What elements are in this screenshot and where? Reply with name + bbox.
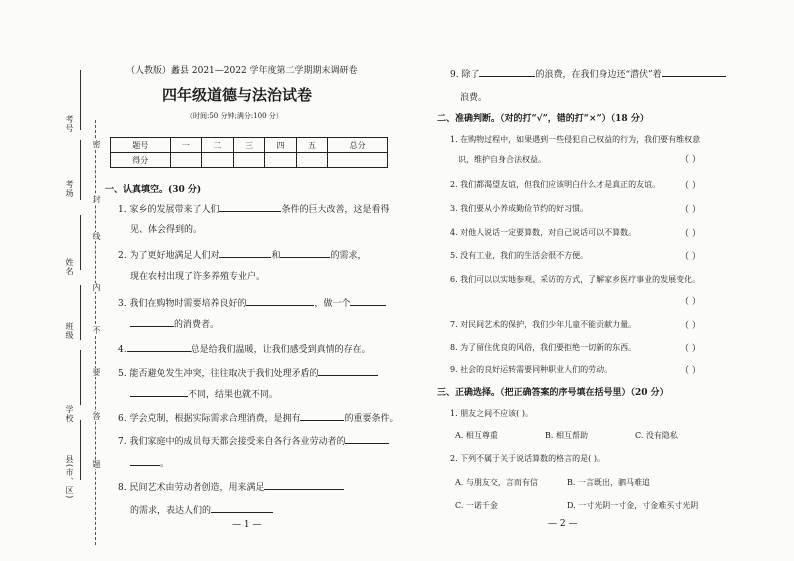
score-input-cell[interactable] bbox=[202, 153, 234, 168]
score-input-cell[interactable] bbox=[296, 153, 328, 168]
question-3: 3. 我们在购物时需要培养良好的 ，做一个 bbox=[118, 296, 386, 309]
question-9: 9. 除了 的浪费，在我们身边还“潜伏”着 bbox=[450, 67, 726, 80]
question-1: 1. 家乡的发展带来了人们 条件的巨大改善，这是看得 bbox=[118, 202, 389, 215]
question-3-cont: 的消费者。 bbox=[130, 317, 219, 330]
answer-blank[interactable] bbox=[130, 317, 174, 327]
judge-4: 4. 对他人说话一定要算数，对自己说话可以不算数。 bbox=[450, 228, 637, 237]
judge-1-cont: 识，维护自身合法权益。 bbox=[458, 155, 546, 164]
answer-blank[interactable] bbox=[662, 67, 726, 77]
answer-paren[interactable]: （ ） bbox=[680, 252, 701, 262]
answer-paren[interactable]: （ ） bbox=[680, 366, 701, 376]
section-1-title: 一、认真填空。(30 分) bbox=[105, 185, 202, 195]
answer-blank[interactable] bbox=[264, 480, 344, 490]
answer-blank[interactable] bbox=[300, 411, 344, 421]
seal-word: 密 bbox=[92, 140, 101, 149]
seal-word: 封 bbox=[92, 195, 101, 204]
field-line bbox=[80, 420, 81, 480]
choice-2: 2. 下列不属于关于说话算数的格言的是( )。 bbox=[450, 454, 605, 463]
choice-1-option-a[interactable]: A. 相互尊重 bbox=[455, 431, 498, 440]
judge-8: 8. 为了留住优良的风俗，我们要拒绝一切新的东西。 bbox=[450, 343, 637, 352]
answer-paren[interactable]: （ ） bbox=[680, 297, 701, 307]
answer-paren[interactable]: （ ） bbox=[680, 321, 701, 331]
choice-2-option-b[interactable]: B. 一言既出，驷马难追 bbox=[567, 478, 650, 487]
score-cell: 总分 bbox=[328, 138, 388, 153]
answer-blank[interactable] bbox=[280, 248, 330, 258]
page-number-2: — 2 — bbox=[548, 519, 578, 529]
answer-blank[interactable] bbox=[219, 202, 281, 212]
answer-paren[interactable]: （ ） bbox=[680, 344, 701, 354]
answer-blank[interactable] bbox=[130, 387, 188, 397]
field-label-class: 班级 bbox=[65, 322, 74, 340]
section-2-title: 二、准确判断。（对的打“√”，错的打“×”）（18 分） bbox=[437, 114, 649, 124]
answer-paren[interactable]: （ ） bbox=[680, 229, 701, 239]
field-label-county: 县(市、区) bbox=[65, 455, 74, 500]
score-table bbox=[110, 137, 388, 168]
score-cell: 三 bbox=[233, 138, 265, 153]
answer-paren[interactable]: （ ） bbox=[680, 181, 701, 191]
choice-1: 1. 朋友之间不应该( )。 bbox=[450, 409, 533, 418]
answer-paren[interactable]: （ ） bbox=[680, 205, 701, 215]
answer-blank[interactable] bbox=[246, 296, 314, 306]
answer-blank[interactable] bbox=[350, 296, 386, 306]
question-2: 2. 为了更好地满足人们对 和 的需求， bbox=[118, 248, 366, 261]
answer-blank[interactable] bbox=[211, 503, 273, 513]
judge-2: 2. 我们都渴望友谊，但我们应该明白什么才是真正的友谊。 bbox=[450, 180, 661, 189]
score-cell: 四 bbox=[265, 138, 297, 153]
question-4: 4. 总是给我们温暖，让我们感受到真情的存在。 bbox=[118, 342, 371, 355]
judge-6: 6. 我们可以以实地参观、采访的方式，了解家乡医疗事业的发展变化。 bbox=[450, 275, 701, 284]
judge-5: 5. 没有工业，我们的生活会很不方便。 bbox=[450, 251, 589, 260]
section-3-title: 三、正确选择。（把正确答案的序号填在括号里）（20 分） bbox=[437, 388, 669, 398]
score-input-cell[interactable] bbox=[328, 153, 388, 168]
answer-blank[interactable] bbox=[479, 67, 535, 77]
seal-word: 题 bbox=[92, 460, 101, 469]
judge-9: 9. 社会的良好运转需要同种职业人们的劳动。 bbox=[450, 365, 613, 374]
choice-2-option-a[interactable]: A. 与朋友交，言而有信 bbox=[455, 478, 538, 487]
question-5-cont: 不同，结果也就不同。 bbox=[130, 387, 278, 400]
score-input-cell[interactable] bbox=[170, 153, 202, 168]
field-line bbox=[80, 140, 81, 200]
answer-blank[interactable] bbox=[127, 342, 191, 352]
choice-1-option-b[interactable]: B. 相互帮助 bbox=[545, 431, 588, 440]
field-label-school: 学校 bbox=[65, 405, 74, 423]
field-line bbox=[80, 70, 81, 130]
field-label-exam-number: 考号 bbox=[65, 115, 74, 133]
question-7-cont: 。 bbox=[130, 456, 169, 469]
question-5: 5. 能否避免发生冲突，往往取决于我们处理矛盾的 bbox=[118, 366, 378, 379]
question-2-cont: 现在农村出现了许多养殖专业户。 bbox=[130, 272, 266, 282]
score-input-cell[interactable] bbox=[233, 153, 265, 168]
field-label-exam-room: 考场 bbox=[65, 180, 74, 198]
answer-blank[interactable] bbox=[219, 248, 271, 258]
seal-word: 要 bbox=[92, 368, 101, 377]
page-title: 四年级道德与法治试卷 bbox=[162, 86, 313, 104]
question-9-cont: 浪费。 bbox=[460, 93, 488, 103]
seal-word: 不 bbox=[92, 326, 101, 335]
question-1-cont: 见、体会得到的。 bbox=[130, 225, 203, 235]
score-row-label: 得分 bbox=[111, 153, 171, 168]
seal-word: 内 bbox=[92, 283, 101, 292]
answer-blank[interactable] bbox=[130, 456, 160, 466]
question-6: 6. 学会克制，根据实际需求合理消费，是拥有 的重要条件。 bbox=[118, 411, 398, 424]
seal-word: 线 bbox=[92, 232, 101, 241]
score-cell: 五 bbox=[296, 138, 328, 153]
choice-2-option-d[interactable]: D. 一寸光阴一寸金，寸金难买寸光阴 bbox=[567, 501, 699, 510]
seal-word: 答 bbox=[92, 412, 101, 421]
score-cell: 一 bbox=[170, 138, 202, 153]
exam-time-info: （时间:50 分钟;满分:100 分） bbox=[186, 112, 283, 120]
field-label-name: 姓名 bbox=[65, 258, 74, 276]
judge-1: 1. 在购物过程中，如果遇到一些侵犯自己权益的行为，我们要有维权意 bbox=[450, 135, 701, 144]
judge-7: 7. 对民间艺术的保护，我们少年儿童不能贡献力量。 bbox=[450, 320, 637, 329]
judge-3: 3. 我们要从小养成勤俭节约的好习惯。 bbox=[450, 204, 589, 213]
answer-paren[interactable]: （ ） bbox=[680, 155, 701, 165]
question-8-cont: 的需求，表达人们的 bbox=[130, 503, 273, 516]
score-cell: 题号 bbox=[111, 138, 171, 153]
question-8: 8. 民间艺术由劳动者创造，用来满足 bbox=[118, 480, 344, 493]
field-line bbox=[80, 285, 81, 340]
field-line bbox=[80, 350, 81, 405]
score-input-cell[interactable] bbox=[265, 153, 297, 168]
choice-1-option-c[interactable]: C. 没有隐私 bbox=[635, 431, 678, 440]
field-line bbox=[80, 215, 81, 270]
answer-blank[interactable] bbox=[318, 366, 378, 376]
question-7: 7. 我们家庭中的成员每天都会接受来自各行各业劳动者的 bbox=[118, 434, 389, 447]
answer-blank[interactable] bbox=[345, 434, 389, 444]
page-number-1: — 1 — bbox=[232, 520, 262, 530]
exam-header: （人教版）蠡县 2021—2022 学年度第二学期期末调研卷 bbox=[126, 66, 358, 76]
score-cell: 二 bbox=[202, 138, 234, 153]
choice-2-option-c[interactable]: C. 一诺千金 bbox=[455, 501, 498, 510]
